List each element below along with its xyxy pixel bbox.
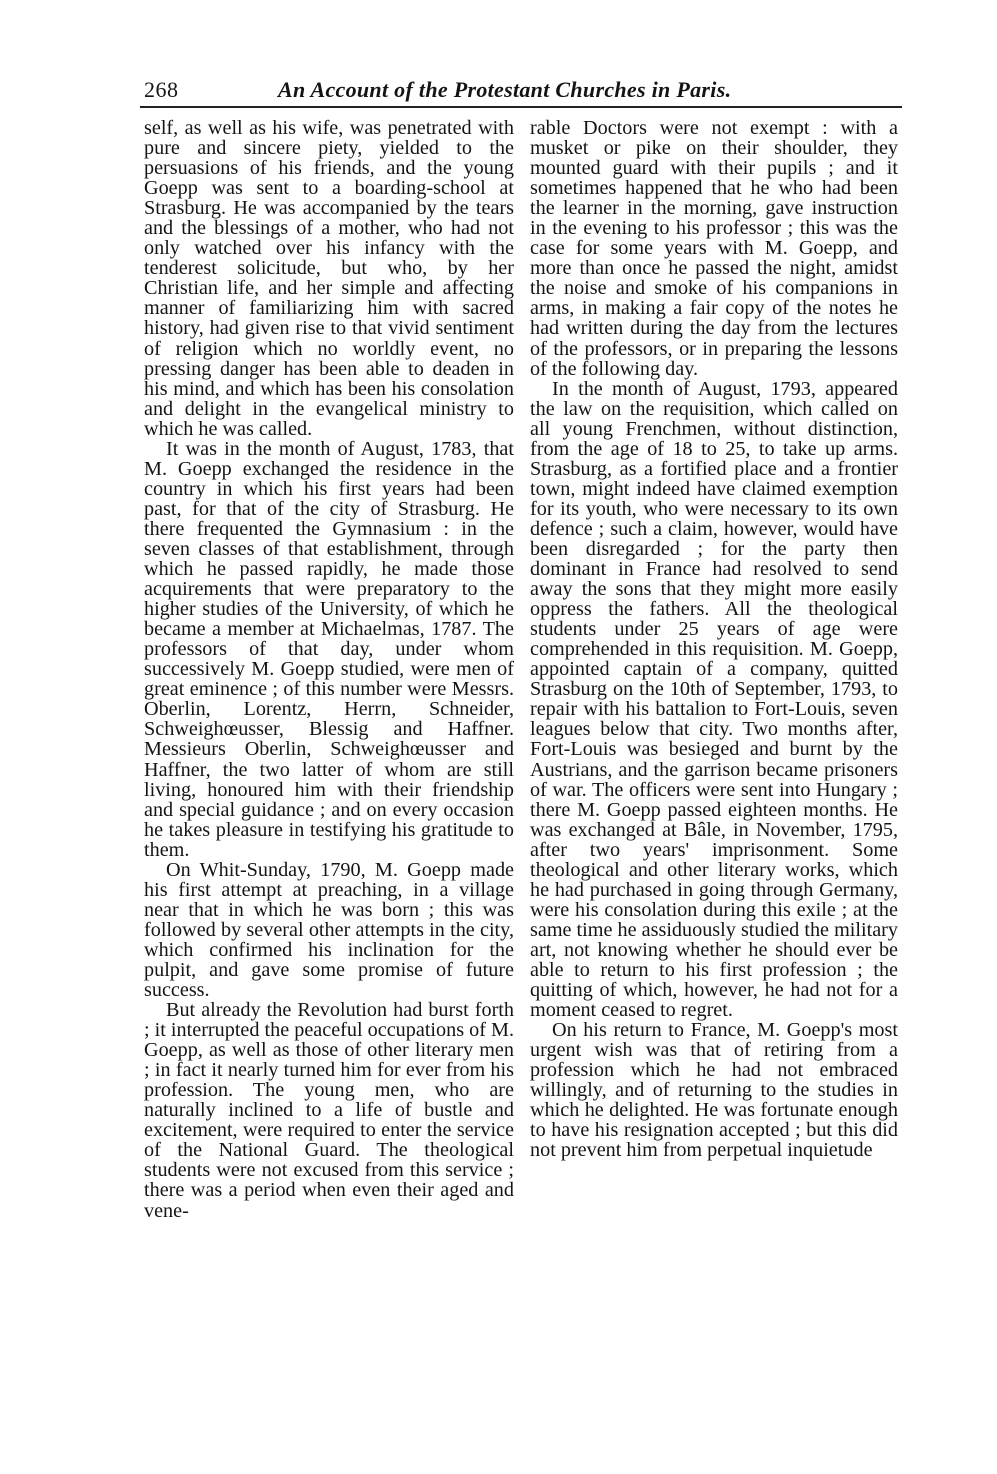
paragraph: rable Doctors were not exempt : with a musket or pike on their shoulder, they mounted guard with their pupils ; and it sometimes happened that he who had been the learner in the morning, gave instruction in the evening to his professor ; this was the case for some years with M. Goepp, and more than once he passed the night, amidst the noise and smoke of his companions in arms, in making a fair copy of the notes he had written during the day from the lectures of the professors, or in preparing the lessons of the following day. (530, 117, 898, 380)
right-column (530, 118, 898, 1160)
paragraph: On Whit-Sunday, 1790, M. Goepp made his first attempt at preaching, in a village near that in which he was born ; this was followed by several other attempts in the city, which confirmed his inclination for the pulpit, and gave some promise of future success. (144, 858, 514, 1002)
paragraph: On his return to France, M. Goepp's most urgent wish was that of retiring from a profession which he had not embraced willingly, and of returning to the studies in which he delighted. He was fortunate enough to have his resignation accepted ; but this did not prevent him from perpetual inquietude (530, 1019, 898, 1162)
left-column (144, 118, 514, 1221)
paragraph: In the month of August, 1793, appeared the law on the requisition, which called on all young Frenchmen, without distinction, from the age of 18 to 25, to take up arms. Strasburg, as a fortified place and a frontier town, might indeed have claimed exemption for its youth, who were necessary to its own defence ; such a claim, however, would have been disregarded ; for the party then dominant in France had resolved to send away the sons that they might more easily oppress the fathers. All the theological students under 25 years of age were comprehended in this requisition. M. Goepp, appointed captain of a company, quitted Strasburg on the 10th of September, 1793, to repair with his battalion to Fort-Louis, seven leagues below that city. Two months after, Fort-Louis was besieged and burnt by the Austrians, and the garrison became prisoners of war. The officers were sent into Hungary ; there M. Goepp passed eighteen months. He was exchanged at Bâle, in November, 1795, after two years' imprisonment. Some theological and other literary works, which he had purchased in going through Germany, were his consolation during this exile ; at the same time he assiduously studied the military art, not knowing whether he should ever be able to return to his first profession ; the quitting of which, however, he had not for a moment ceased to regret. (530, 377, 898, 1022)
page-header (140, 76, 905, 110)
running-title: An Account of the Protestant Churches in Paris. (278, 77, 732, 102)
header-rule (140, 106, 902, 108)
paragraph: But already the Revolution had burst forth ; it interrupted the peaceful occupations of M. Goepp, as well as those of other literary men ; in fact it nearly turned him for ever from his profession. The young men, who are naturally inclined to a life of bustle and excitement, were required to enter the service of the National Guard. The theological students were not excused from this service ; there was a period when even their aged and vene- (144, 999, 514, 1222)
paragraph: It was in the month of August, 1783, that M. Goepp exchanged the residence in the country in which his first years had been past, for that of the city of Strasburg. He there frequented the Gymnasium : in the seven classes of that establishment, through which he passed rapidly, he made those acquirements that were preparatory to the higher studies of the University, of which he became a member at Michaelmas, 1787. The professors of that day, under whom successively M. Goepp studied, were men of great eminence ; of this number were Messrs. Oberlin, Lorentz, Herrn, Schneider, Schweighœusser, Blessig and Haffner. Messieurs Oberlin, Schweighœusser and Haffner, the two latter of whom are still living, honoured him with their friendship and special guidance ; and on every occasion he takes pleasure in testifying his gratitude to them. (144, 437, 514, 861)
page-number: 268 (144, 77, 179, 102)
paragraph: self, as well as his wife, was penetrated with pure and sincere piety, yielded to the persuasions of his friends, and the young Goepp was sent to a boarding-school at Strasburg. He was accompanied by the tears and the blessings of a mother, who had not only watched over his infancy with the tenderest solicitude, but who, by her Christian life, and her simple and affecting manner of familiarizing him with sacred history, had given rise to that vivid sentiment of religion which no worldly event, no pressing danger has been able to deaden in his mind, and which has been his consolation and delight in the evangelical ministry to which he was called. (144, 117, 514, 440)
